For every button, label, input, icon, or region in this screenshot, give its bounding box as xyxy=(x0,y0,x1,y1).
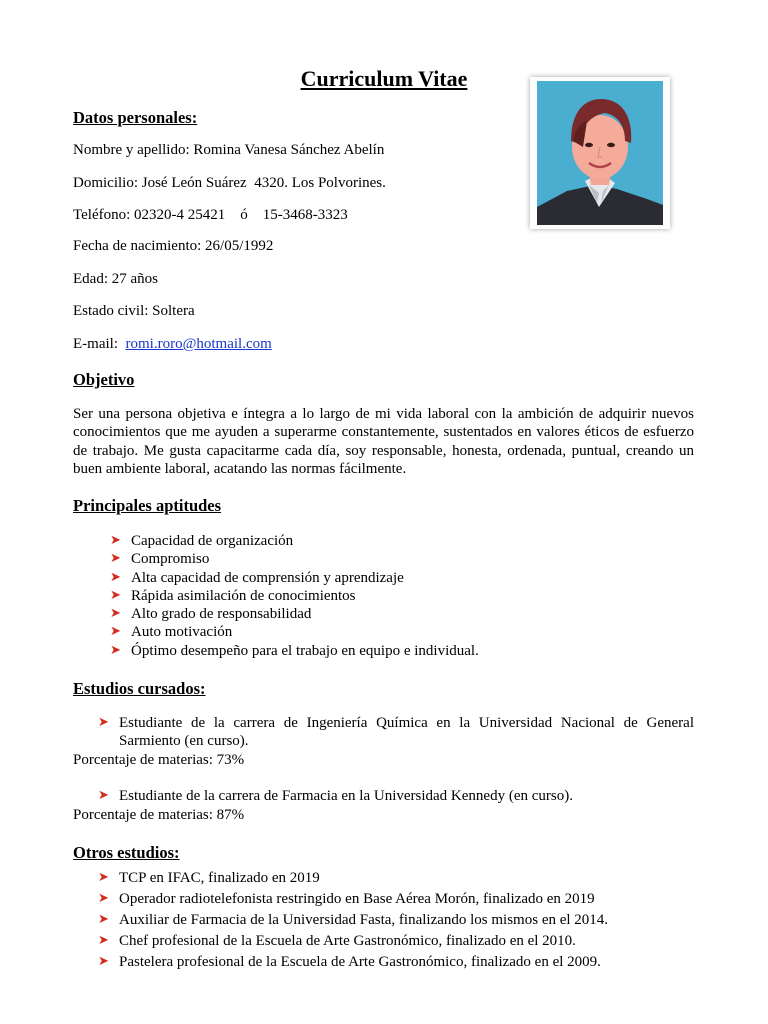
study-item: Estudiante de la carrera de Ingeniería Química en la Universidad Nacional de General Sarmiento (en curso). xyxy=(119,715,694,749)
arrow-bullet-icon: ➤ xyxy=(110,588,121,603)
personal-address: Domicilio: José León Suárez 4320. Los Polvorines. xyxy=(73,175,386,191)
skill-item: Auto motivación xyxy=(131,624,233,640)
email-link[interactable]: romi.roro@hotmail.com xyxy=(125,336,272,352)
arrow-bullet-icon: ➤ xyxy=(110,643,121,658)
profile-photo xyxy=(530,77,670,229)
skill-item: Rápida asimilación de conocimientos xyxy=(131,588,356,604)
study-percentage: Porcentaje de materias: 73% xyxy=(73,752,245,768)
email-label: E-mail: xyxy=(73,336,126,352)
arrow-bullet-icon: ➤ xyxy=(98,954,109,969)
section-heading-skills: Principales aptitudes xyxy=(73,496,222,515)
skill-item: Compromiso xyxy=(131,551,210,567)
personal-civil: Estado civil: Soltera xyxy=(73,303,195,319)
skill-item: Alto grado de responsabilidad xyxy=(131,606,312,622)
study-item: Estudiante de la carrera de Farmacia en la Universidad Kennedy (en curso). xyxy=(119,788,573,804)
arrow-bullet-icon: ➤ xyxy=(98,891,109,906)
other-study-item: TCP en IFAC, finalizado en 2019 xyxy=(119,870,320,886)
study-percentage: Porcentaje de materias: 87% xyxy=(73,807,245,823)
arrow-bullet-icon: ➤ xyxy=(98,788,109,803)
section-heading-other: Otros estudios: xyxy=(73,843,180,862)
section-heading-studies: Estudios cursados: xyxy=(73,679,206,698)
other-study-item: Operador radiotelefonista restringido en Base Aérea Morón, finalizado en 2019 xyxy=(119,891,595,907)
arrow-bullet-icon: ➤ xyxy=(98,912,109,927)
skill-item: Alta capacidad de comprensión y aprendizaje xyxy=(131,570,404,586)
document-title: Curriculum Vitae xyxy=(300,66,468,91)
objective-text: Ser una persona objetiva e íntegra a lo largo de mi vida laboral con la ambición de adquirir nuevos conocimientos que me ayuden a superarme constantemente, sustentados en valores éticos de esfuerzo de trabajo. Me gusta capacitarme cada día, soy responsable, honesta, ordenada, puntual, creando un buen ambiente laboral, acatando las normas fácilmente. xyxy=(73,406,694,477)
arrow-bullet-icon: ➤ xyxy=(98,715,109,730)
personal-phone: Teléfono: 02320-4 25421 ó 15-3468-3323 xyxy=(73,207,348,223)
skill-item: Capacidad de organización xyxy=(131,533,294,549)
personal-email-row xyxy=(73,335,272,353)
arrow-bullet-icon: ➤ xyxy=(98,870,109,885)
arrow-bullet-icon: ➤ xyxy=(110,624,121,639)
arrow-bullet-icon: ➤ xyxy=(110,606,121,621)
personal-name: Nombre y apellido: Romina Vanesa Sánchez Abelín xyxy=(73,142,385,158)
arrow-bullet-icon: ➤ xyxy=(110,551,121,566)
arrow-bullet-icon: ➤ xyxy=(110,533,121,548)
section-heading-personal: Datos personales: xyxy=(73,108,198,127)
personal-age: Edad: 27 años xyxy=(73,271,158,287)
skill-item: Óptimo desempeño para el trabajo en equipo e individual. xyxy=(131,643,479,659)
other-study-item: Auxiliar de Farmacia de la Universidad Fasta, finalizando los mismos en el 2014. xyxy=(119,912,609,928)
other-study-item: Chef profesional de la Escuela de Arte Gastronómico, finalizado en el 2010. xyxy=(119,933,576,949)
personal-birth: Fecha de nacimiento: 26/05/1992 xyxy=(73,238,274,254)
other-study-item: Pastelera profesional de la Escuela de Arte Gastronómico, finalizado en el 2009. xyxy=(119,954,601,970)
arrow-bullet-icon: ➤ xyxy=(110,570,121,585)
section-heading-objective: Objetivo xyxy=(73,370,135,389)
arrow-bullet-icon: ➤ xyxy=(98,933,109,948)
portrait-image xyxy=(537,81,663,225)
